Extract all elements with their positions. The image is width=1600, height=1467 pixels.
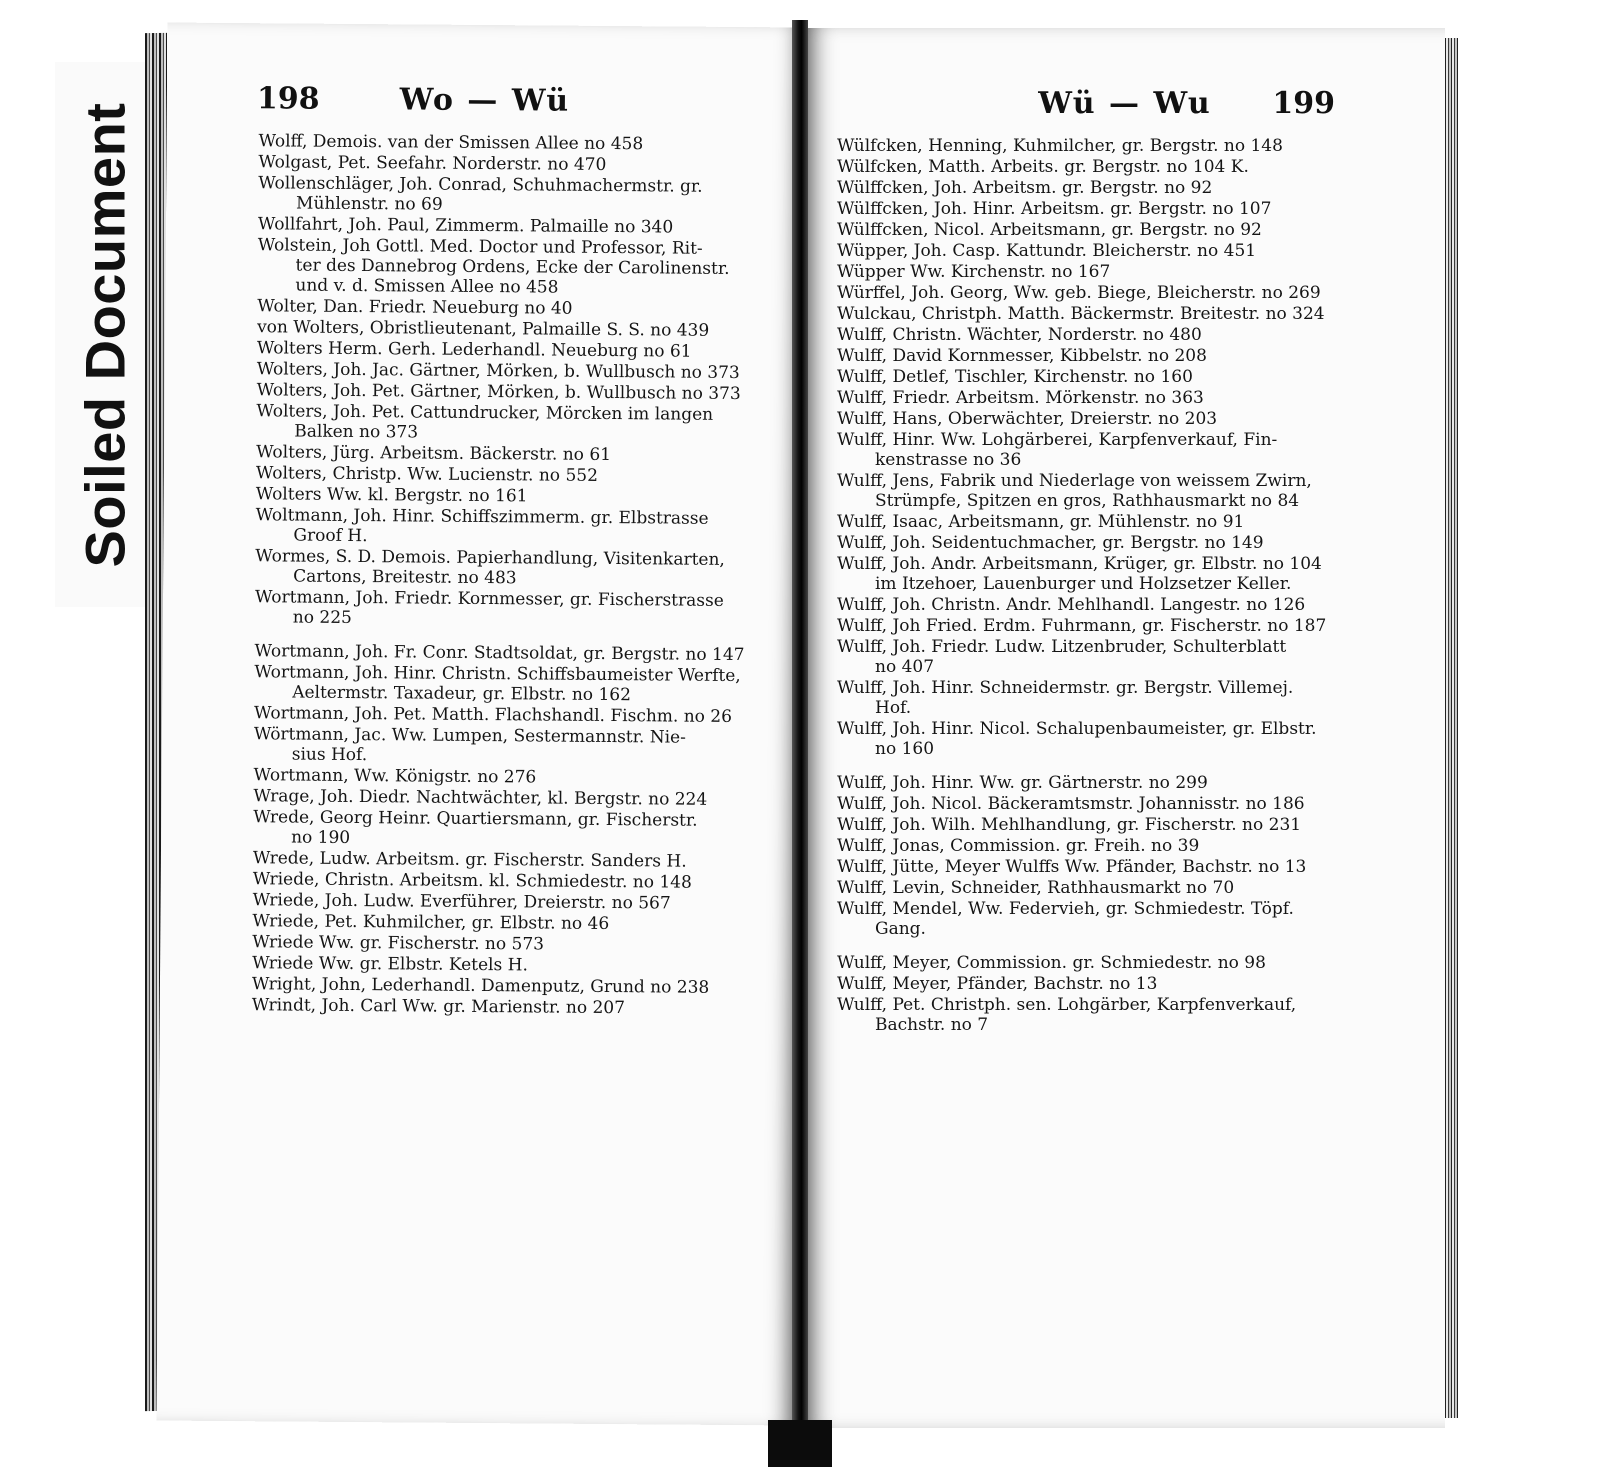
directory-entry	[837, 794, 1333, 814]
directory-entry	[257, 317, 773, 341]
directory-entry	[257, 296, 773, 320]
directory-entry	[252, 953, 768, 977]
directory-entry	[837, 533, 1333, 553]
entry-continuation-line: Hof.	[875, 698, 912, 718]
directory-entry	[253, 890, 769, 914]
binding-strap	[768, 1420, 832, 1467]
entry-line: Wolters, Joh. Jac. Gärtner, Mörken, b. Wullbusch no 373	[256, 359, 740, 384]
entry-line: Wortmann, Ww. Königstr. no 276	[253, 765, 537, 788]
directory-entry	[837, 512, 1333, 532]
entry-line: Wolter, Dan. Friedr. Neueburg no 40	[257, 296, 573, 319]
directory-entry	[837, 388, 1333, 408]
entry-line: Wulff, Detlef, Tischler, Kirchenstr. no 160	[837, 367, 1193, 387]
directory-entry	[254, 765, 770, 789]
directory-entry	[837, 836, 1333, 856]
directory-entry	[837, 220, 1333, 240]
entry-line: Wrede, Georg Heinr. Quartiersmann, gr. Fischerstr.	[253, 807, 698, 831]
entry-line: Wortmann, Joh. Hinr. Christn. Schiffsbaumeister Werfte,	[254, 662, 741, 687]
entry-line: Wülffcken, Nicol. Arbeitsmann, gr. Bergstr. no 92	[837, 220, 1262, 240]
left-directory-list	[160, 131, 803, 1021]
entry-line: Wulff, Mendel, Ww. Federvieh, gr. Schmiedestr. Töpf.	[837, 899, 1294, 919]
directory-entry	[837, 304, 1333, 324]
directory-entry	[837, 367, 1333, 387]
soiled-document-label: Soiled Document	[73, 102, 137, 568]
entry-line: Wulff, Joh. Hinr. Ww. gr. Gärtnerstr. no 299	[837, 773, 1208, 793]
entry-line: Wolters, Joh. Pet. Cattundrucker, Mörcken im langen	[256, 401, 714, 425]
entry-line: Wolters, Jürg. Arbeitsm. Bäckerstr. no 61	[256, 442, 612, 466]
directory-entry	[837, 199, 1333, 219]
directory-entry	[258, 214, 774, 238]
entry-continuation-line: Cartons, Breitestr. no 483	[293, 566, 517, 589]
right-page-header	[805, 86, 1445, 136]
entry-line: Wülfcken, Henning, Kuhmilcher, gr. Bergstr. no 148	[837, 136, 1283, 156]
right-page-heading: Wü — Wu	[1038, 86, 1212, 121]
directory-entry	[837, 157, 1333, 177]
directory-entry	[258, 152, 774, 176]
book-spine	[792, 20, 808, 1440]
entry-line: Wulff, Levin, Schneider, Rathhausmarkt no 70	[837, 878, 1235, 898]
directory-entry	[252, 911, 768, 935]
entry-line: Wolgast, Pet. Seefahr. Norderstr. no 470	[258, 152, 607, 175]
entry-line: Wulff, Joh. Andr. Arbeitsmann, Krüger, gr. Elbstr. no 104	[837, 554, 1322, 574]
directory-entry	[254, 662, 770, 706]
directory-entry	[252, 995, 768, 1019]
directory-entry	[256, 463, 772, 487]
entry-continuation-line: Mühlenstr. no 69	[296, 193, 443, 215]
directory-entry	[837, 616, 1333, 636]
entry-line: Wriede, Pet. Kuhmilcher, gr. Elbstr. no 46	[252, 911, 610, 935]
entry-continuation-line: no 407	[875, 657, 935, 677]
entry-line: Wulff, Jens, Fabrik und Niederlage von weissem Zwirn,	[837, 471, 1312, 491]
entry-line: Wollfahrt, Joh. Paul, Zimmerm. Palmaille no 340	[257, 214, 674, 238]
right-page	[805, 28, 1445, 1428]
entry-line: Wortmann, Joh. Fr. Conr. Stadtsoldat, gr. Bergstr. no 147	[254, 641, 745, 666]
directory-entry	[837, 178, 1333, 198]
entry-line: Wulff, Pet. Christph. sen. Lohgärber, Karpfenverkauf,	[837, 995, 1297, 1015]
entry-line: Wulff, Joh. Nicol. Bäckeramtsmstr. Johannisstr. no 186	[837, 794, 1305, 814]
entry-line: Wolstein, Joh Gottl. Med. Doctor und Professor, Rit-	[257, 235, 703, 259]
directory-entry	[837, 899, 1333, 939]
entry-line: Wüpper Ww. Kirchenstr. no 167	[837, 262, 1111, 282]
left-page-header	[167, 81, 803, 136]
entry-line: Wolters, Christp. Ww. Lucienstr. no 552	[255, 463, 599, 486]
entry-continuation-line: Balken no 373	[294, 421, 419, 443]
entry-line: Wriede Ww. gr. Fischerstr. no 573	[252, 932, 545, 955]
directory-entry	[253, 869, 769, 893]
entry-line: Wortmann, Joh. Pet. Matth. Flachshandl. Fischm. no 26	[253, 703, 733, 727]
entry-line: Wortmann, Joh. Friedr. Kornmesser, gr. Fischerstrasse	[254, 587, 724, 611]
directory-entry	[254, 703, 770, 727]
directory-entry	[837, 773, 1333, 793]
entry-continuation-line: im Itzehoer, Lauenburger und Holzsetzer Keller.	[875, 574, 1292, 594]
directory-entry	[837, 719, 1333, 759]
directory-entry	[253, 786, 769, 810]
entry-line: Wulff, Isaac, Arbeitsmann, gr. Mühlenstr. no 91	[837, 512, 1245, 532]
directory-entry	[837, 878, 1333, 898]
entry-line: Wright, John, Lederhandl. Damenputz, Grund no 238	[251, 974, 710, 998]
directory-entry	[257, 380, 773, 404]
entry-continuation-line: Bachstr. no 7	[875, 1015, 989, 1035]
entry-line: Wriede, Christn. Arbeitsm. kl. Schmiedestr. no 148	[252, 869, 692, 893]
entry-line: Wüpper, Joh. Casp. Kattundr. Bleicherstr. no 451	[837, 241, 1257, 261]
directory-entry	[837, 136, 1333, 156]
entry-line: Wulff, Joh. Wilh. Mehlhandlung, gr. Fischerstr. no 231	[837, 815, 1302, 835]
directory-entry	[837, 262, 1333, 282]
entry-line: Wulff, Joh. Hinr. Schneidermstr. gr. Bergstr. Villemej.	[837, 678, 1294, 698]
entry-line: Wolff, Demois. van der Smissen Allee no 458	[258, 131, 644, 155]
entry-line: Wrage, Joh. Diedr. Nachtwächter, kl. Bergstr. no 224	[253, 786, 708, 810]
directory-entry	[256, 401, 772, 445]
directory-entry	[837, 815, 1333, 835]
directory-entry	[255, 505, 771, 549]
directory-entry	[837, 953, 1333, 973]
entry-line: Wulff, Jütte, Meyer Wulffs Ww. Pfänder, Bachstr. no 13	[837, 857, 1307, 877]
entry-line: Wulff, Joh Fried. Erdm. Fuhrmann, gr. Fischerstr. no 187	[837, 616, 1327, 636]
directory-entry	[837, 430, 1333, 470]
directory-entry	[254, 724, 770, 768]
entry-continuation-line: und v. d. Smissen Allee no 458	[295, 275, 559, 298]
entry-continuation-line: no 190	[291, 827, 351, 848]
entry-line: Wriede Ww. gr. Elbstr. Ketels H.	[252, 953, 528, 976]
entry-line: Wulff, Hans, Oberwächter, Dreierstr. no 203	[837, 409, 1218, 429]
directory-entry	[837, 678, 1333, 718]
entry-line: Wulff, Meyer, Pfänder, Bachstr. no 13	[837, 974, 1158, 994]
directory-entry	[256, 442, 772, 466]
directory-entry	[252, 974, 768, 998]
entry-line: Wulff, Meyer, Commission. gr. Schmiedestr. no 98	[837, 953, 1266, 973]
entry-line: Wulff, Jonas, Commission. gr. Freih. no 39	[837, 836, 1200, 856]
entry-line: Wülffcken, Joh. Arbeitsm. gr. Bergstr. no 92	[837, 178, 1213, 198]
directory-entry	[837, 554, 1333, 594]
left-page-number: 198	[256, 81, 320, 117]
entry-line: Wormes, S. D. Demois. Papierhandlung, Visitenkarten,	[255, 546, 725, 570]
directory-entry	[257, 235, 773, 299]
entry-continuation-line: ter des Dannebrog Ordens, Ecke der Carolinenstr.	[295, 255, 730, 279]
directory-entry	[252, 932, 768, 956]
directory-entry	[837, 857, 1333, 877]
entry-line: Wriede, Joh. Ludw. Everführer, Dreierstr. no 567	[252, 890, 671, 914]
entry-line: Wulff, David Kornmesser, Kibbelstr. no 208	[837, 346, 1207, 366]
entry-line: Wolters Ww. kl. Bergstr. no 161	[255, 484, 528, 507]
directory-entry	[837, 241, 1333, 261]
entry-line: Wolters, Joh. Pet. Gärtner, Mörken, b. Wullbusch no 373	[256, 380, 741, 405]
entry-line: Wollenschläger, Joh. Conrad, Schuhmachermstr. gr.	[258, 173, 703, 197]
entry-line: Wülfcken, Matth. Arbeits. gr. Bergstr. no 104 K.	[837, 157, 1249, 177]
directory-entry	[258, 131, 774, 155]
right-page-number: 199	[1272, 86, 1335, 121]
directory-entry	[255, 546, 771, 590]
directory-entry	[837, 995, 1333, 1035]
entry-line: Wulff, Joh. Hinr. Nicol. Schalupenbaumeister, gr. Elbstr.	[837, 719, 1317, 739]
directory-entry	[837, 974, 1333, 994]
entry-continuation-line: Strümpfe, Spitzen en gros, Rathhausmarkt no 84	[875, 491, 1300, 511]
entry-line: Wolters Herm. Gerh. Lederhandl. Neueburg no 61	[256, 338, 692, 362]
entry-line: Wrede, Ludw. Arbeitsm. gr. Fischerstr. Sanders H.	[252, 848, 687, 872]
entry-line: Wörtmann, Jac. Ww. Lumpen, Sestermannstr. Nie-	[253, 724, 686, 748]
directory-entry	[837, 471, 1333, 511]
entry-line: Woltmann, Joh. Hinr. Schiffszimmerm. gr. Elbstrasse	[255, 505, 709, 529]
directory-entry	[837, 637, 1333, 677]
directory-entry	[253, 807, 769, 851]
entry-line: Wulff, Christn. Wächter, Norderstr. no 480	[837, 325, 1202, 345]
entry-continuation-line: Gang.	[875, 919, 926, 939]
entry-continuation-line: Aeltermstr. Taxadeur, gr. Elbstr. no 162	[292, 682, 632, 706]
directory-entry	[253, 848, 769, 872]
entry-line: Würffel, Joh. Georg, Ww. geb. Biege, Bleicherstr. no 269	[837, 283, 1321, 303]
directory-entry	[257, 359, 773, 383]
directory-entry	[837, 409, 1333, 429]
entry-line: Wulckau, Christph. Matth. Bäckermstr. Breitestr. no 324	[837, 304, 1325, 324]
entry-continuation-line: Groof H.	[293, 525, 368, 547]
entry-continuation-line: no 160	[875, 739, 935, 759]
directory-entry	[837, 595, 1333, 615]
directory-entry	[255, 587, 771, 631]
entry-line: Wrindt, Joh. Carl Ww. gr. Marienstr. no 207	[251, 995, 626, 1019]
entry-continuation-line: sius Hof.	[291, 744, 368, 766]
entry-line: von Wolters, Obristlieutenant, Palmaille S. S. no 439	[257, 317, 710, 341]
entry-line: Wulff, Joh. Friedr. Ludw. Litzenbruder, Schulterblatt	[837, 637, 1287, 657]
left-page-heading: Wo — Wü	[399, 82, 571, 119]
entry-line: Wulff, Joh. Seidentuchmacher, gr. Bergstr. no 149	[837, 533, 1264, 553]
directory-entry	[258, 173, 774, 217]
entry-continuation-line: no 225	[292, 607, 352, 628]
directory-entry	[837, 325, 1333, 345]
entry-line: Wulff, Hinr. Ww. Lohgärberei, Karpfenverkauf, Fin-	[837, 430, 1278, 450]
directory-entry	[837, 346, 1333, 366]
directory-entry	[257, 338, 773, 362]
right-directory-list	[805, 136, 1445, 1036]
directory-entry	[256, 484, 772, 508]
entry-continuation-line: kenstrasse no 36	[875, 450, 1022, 470]
entry-line: Wulff, Joh. Christn. Andr. Mehlhandl. Langestr. no 126	[837, 595, 1306, 615]
left-page	[157, 23, 804, 1426]
directory-entry	[837, 283, 1333, 303]
directory-entry	[254, 641, 770, 665]
entry-line: Wülffcken, Joh. Hinr. Arbeitsm. gr. Bergstr. no 107	[837, 199, 1272, 219]
entry-line: Wulff, Friedr. Arbeitsm. Mörkenstr. no 363	[837, 388, 1204, 408]
